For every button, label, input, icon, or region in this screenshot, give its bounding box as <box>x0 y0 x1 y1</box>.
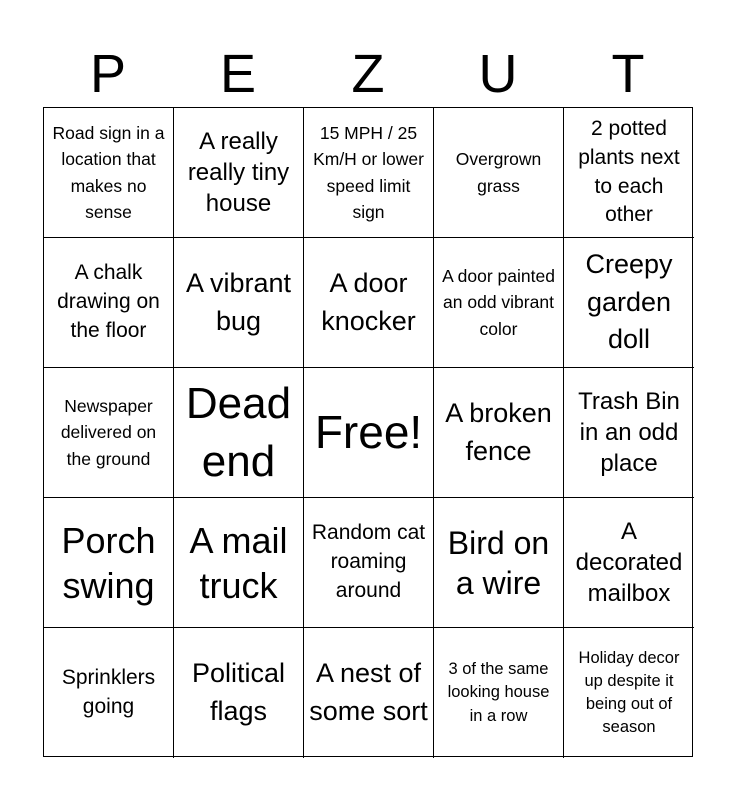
header-letter-1: P <box>89 44 127 104</box>
header-letter-2: E <box>219 44 257 104</box>
bingo-cell[interactable]: Newspaper delivered on the ground <box>44 368 174 498</box>
bingo-cell[interactable]: A chalk drawing on the floor <box>44 238 174 368</box>
bingo-cell[interactable]: Overgrown grass <box>434 108 564 238</box>
bingo-cell[interactable]: A really really tiny house <box>174 108 304 238</box>
bingo-cell[interactable]: A vibrant bug <box>174 238 304 368</box>
bingo-cell[interactable]: Random cat roaming around <box>304 498 434 628</box>
bingo-board <box>43 107 693 757</box>
bingo-cell[interactable]: Political flags <box>174 628 304 758</box>
bingo-cell[interactable]: A mail truck <box>174 498 304 628</box>
bingo-cell[interactable]: Bird on a wire <box>434 498 564 628</box>
bingo-cell[interactable]: A nest of some sort <box>304 628 434 758</box>
bingo-cell[interactable]: A door knocker <box>304 238 434 368</box>
bingo-cell[interactable]: 15 MPH / 25 Km/H or lower speed limit sign <box>304 108 434 238</box>
bingo-cell[interactable]: Road sign in a location that makes no sense <box>44 108 174 238</box>
header-letter-3: Z <box>351 44 385 104</box>
bingo-cell[interactable]: 3 of the same looking house in a row <box>434 628 564 758</box>
bingo-cell[interactable]: Holiday decor up despite it being out of season <box>578 648 680 737</box>
bingo-header <box>43 40 693 108</box>
bingo-cell[interactable]: Sprinklers going <box>44 628 174 758</box>
bingo-cell[interactable]: A door painted an odd vibrant color <box>434 238 564 368</box>
free-space-cell[interactable]: Free! <box>304 368 434 498</box>
header-letter-5: T <box>611 44 645 104</box>
header-letter-4: U <box>478 44 518 104</box>
bingo-cell[interactable]: Creepy garden doll <box>564 238 694 368</box>
bingo-cell[interactable]: Trash Bin in an odd place <box>564 368 694 498</box>
bingo-cell[interactable]: A broken fence <box>434 368 564 498</box>
bingo-cell[interactable]: Porch swing <box>44 498 174 628</box>
bingo-cell[interactable]: 2 potted plants next to each other <box>564 108 694 238</box>
bingo-cell[interactable]: Dead end <box>174 368 304 498</box>
bingo-cell[interactable]: A decorated mailbox <box>564 498 694 628</box>
